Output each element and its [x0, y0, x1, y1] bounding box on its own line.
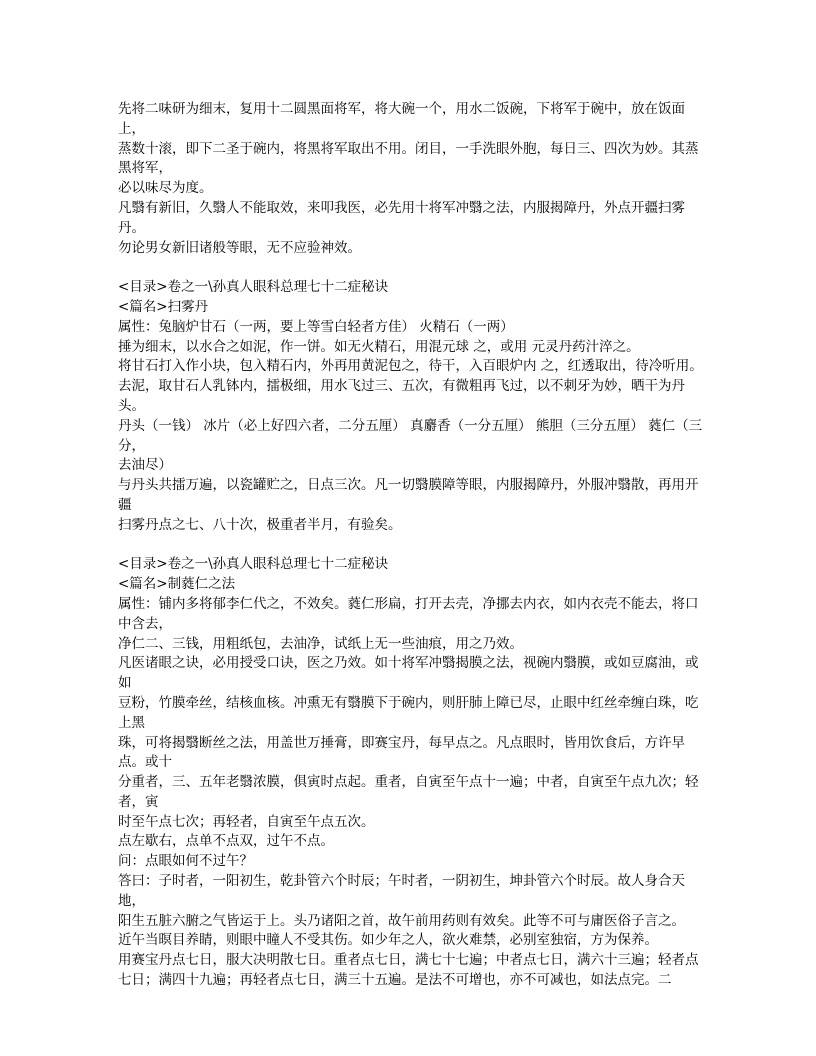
text-line: 丹头（一钱） 冰片（必上好四六者，二分五厘） 真麝香（一分五厘） 熊胆（三分五厘） 蕤仁（三分，	[118, 417, 703, 454]
text-line: 捶为细末，以水合之如泥，作一饼。如无火精石，用混元球 之，或用 元灵丹药汁淬之。	[118, 338, 640, 355]
text-line: 点左歇右，点单不点双，过午不点。	[118, 833, 334, 850]
text-line: 分重者，三、五年老翳浓膜，俱寅时点起。重者，自寅至午点十一遍；中者，自寅至午点九次；轻者，寅	[118, 774, 699, 810]
text-line: 时至午点七次；再轻者，自寅至午点五次。	[118, 813, 375, 830]
text-line: 与丹头共擂万遍，以瓷罐贮之，日点三次。凡一切翳膜障等眼，内服揭障丹，外服冲翳散，再用开疆	[118, 477, 699, 513]
text-line: 七日；满四十九遍；再轻者点七日，满三十五遍。是法不可增也，亦不可减也，如法点完。二	[118, 972, 672, 989]
text-line: 属性：兔脑炉甘石（一两，要上等雪白轻者方佳） 火精石（一两）	[118, 318, 514, 335]
section-title: <篇名>扫雾丹	[118, 298, 209, 315]
text-line: 阳生五脏六腑之气皆运于上。头乃诸阳之首，故午前用药则有效矣。此等不可与庸医俗子言之。	[118, 912, 685, 929]
text-line: 豆粉，竹膜牵丝，结核血核。冲熏无有翳膜下于碗内，则肝肺上障已尽，止眼中红丝牵缠白珠，吃上黑	[118, 694, 699, 731]
text-line: 先将二味研为细末，复用十二圆黑面将军，将大碗一个，用水二饭碗，下将军于碗中，放在饭面上，	[118, 101, 685, 137]
text-line: 凡翳有新旧，久翳人不能取效，来叩我医，必先用十将军冲翳之法，内服揭障丹，外点开疆扫雾丹。	[118, 199, 685, 236]
text-line: 用赛宝丹点七日，服大决明散七日。重者点七日，满七十七遍；中者点七日，满六十三遍；轻者点	[118, 952, 699, 969]
catalog-heading: <目录>卷之一\孙真人眼科总理七十二症秘诀	[118, 279, 389, 296]
text-line: 勿论男女新旧诸般等眼，无不应验神效。	[118, 239, 361, 256]
text-line: 将甘石打入作小块，包入精石内，外再用黄泥包之，待干，入百眼炉内 之，红透取出，待冷听用。	[118, 358, 703, 375]
text-line: 珠，可将揭翳断丝之法，用盖世万捶膏，即赛宝丹，每早点之。凡点眼时，皆用饮食后，方许早点。或十	[118, 734, 685, 771]
text-line: 必以味尽为度。	[118, 180, 213, 197]
answer-line: 答曰：子时者，一阳初生，乾卦管六个时辰；午时者，一阴初生，坤卦管六个时辰。故人身合天地，	[118, 873, 685, 909]
document-body	[118, 100, 703, 991]
text-line: 蒸数十滚，即下二圣于碗内，将黑将军取出不用。闭目，一手洗眼外胞，每日三、四次为妙。其蒸黑将军，	[118, 140, 699, 177]
text-line: 去油尽）	[118, 457, 172, 474]
text-line: 去泥，取甘石人乳钵内，擂极细，用水飞过三、五次，有微粗再飞过，以不刺牙为妙，晒干为丹头。	[118, 378, 685, 414]
text-line: 近午当暝目养睛，则眼中瞳人不受其伤。如少年之人，欲火难禁，必别室独宿，方为保养。	[118, 932, 658, 949]
question-line: 问：点眼如何不过午？	[118, 853, 253, 870]
paragraph-gap	[118, 258, 703, 278]
catalog-heading: <目录>卷之一\孙真人眼科总理七十二症秘诀	[118, 556, 389, 573]
text-line: 凡医诸眼之诀，必用授受口诀，医之乃效。如十将军冲翳揭膜之法，视碗内翳膜，或如豆腐油，或如	[118, 655, 699, 692]
text-line: 扫雾丹点之七、八十次，极重者半月，有验矣。	[118, 516, 402, 533]
section-title: <篇名>制蕤仁之法	[118, 576, 236, 593]
text-line: 净仁二、三钱，用粗纸包，去油净，试纸上无一些油痕，用之乃效。	[118, 635, 523, 652]
text-line: 属性：铺内多将郁李仁代之，不效矣。蕤仁形扁，打开去壳，净挪去内衣，如内衣壳不能去，将口中含去，	[118, 595, 699, 632]
paragraph-gap	[118, 536, 703, 556]
